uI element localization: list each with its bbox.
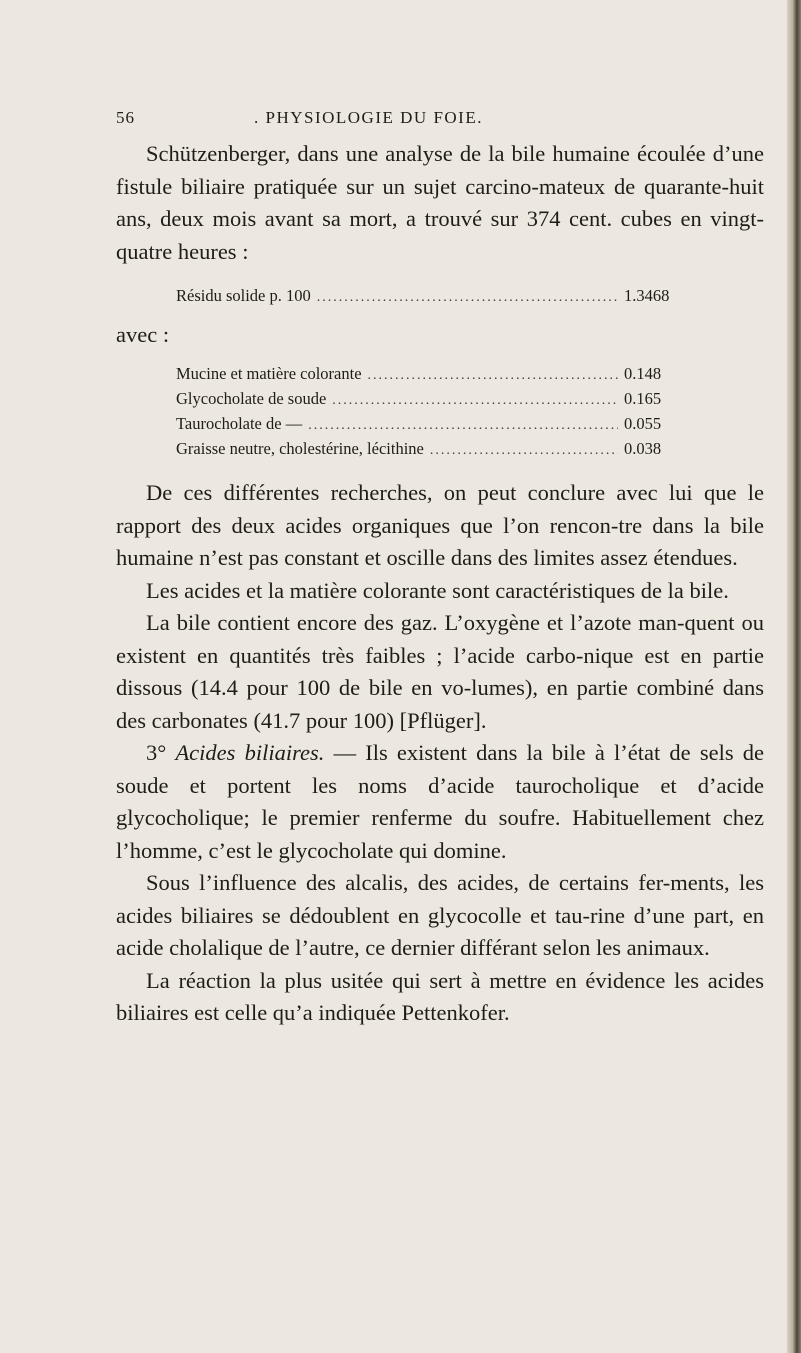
composition-row xyxy=(176,439,684,459)
paragraph-acides-biliaires xyxy=(116,737,764,867)
page-number: 56 xyxy=(116,108,135,127)
residue-value: 1.3468 xyxy=(624,286,670,305)
avec-label: avec : xyxy=(116,322,170,347)
leader-dots xyxy=(332,393,618,409)
leader-dots xyxy=(317,290,618,306)
paragraph-text: — Ils existent dans la bile à l’état de sels de soude et portent les noms d’acide taurocholique et d’acide glycocholique; le premier renferme du soufre. Habituellement chez l’homme, c’est le glycocholate qui domine. xyxy=(116,740,764,863)
composition-row xyxy=(176,364,684,384)
intro-paragraph: Schützenberger, dans une analyse de la bile humaine écoulée d’une fistule biliaire pratiquée sur un sujet carcino-mateux de quarante-huit ans, deux mois avant sa mort, a trouvé sur 374 cent. cubes en vingt-quatre heures : xyxy=(116,141,764,264)
paragraph: Sous l’influence des alcalis, des acides, de certains fer-ments, les acides biliaires se dédoublent en glycocolle et tau-rine d’une part, en acide cholalique de l’autre, ce dernier différant selon les animaux. xyxy=(116,870,764,960)
section-heading: Acides biliaires. xyxy=(175,740,325,765)
main-text xyxy=(116,477,764,1030)
composition-value: 0.148 xyxy=(624,364,662,383)
composition-row xyxy=(176,389,684,409)
header-title: . PHYSIOLOGIE DU FOIE. xyxy=(254,108,483,127)
composition-value: 0.055 xyxy=(624,414,662,433)
residue-line xyxy=(176,286,684,306)
composition-label: Taurocholate de — xyxy=(176,414,303,433)
leader-dots xyxy=(430,443,618,459)
section-number: 3° xyxy=(146,740,176,765)
paragraph: La bile contient encore des gaz. L’oxygène et l’azote man-quent ou existent en quantités très faibles ; l’acide carbo-nique est en partie dissous (14.4 pour 100 de bile en vo-lumes), en partie combiné dans des carbonates (41.7 pour 100) [Pflüger]. xyxy=(116,610,764,733)
paragraph: De ces différentes recherches, on peut conclure avec lui que le rapport des deux acides organiques que l’on rencon-tre dans la bile humaine n’est pas constant et oscille dans des limites assez étendues. xyxy=(116,480,764,570)
leader-dots xyxy=(368,368,618,384)
composition-value: 0.038 xyxy=(624,439,662,458)
leader-dots xyxy=(308,418,618,434)
paragraph: La réaction la plus usitée qui sert à mettre en évidence les acides biliaires est celle qu’a indiquée Pettenkofer. xyxy=(116,967,764,1025)
composition-value: 0.165 xyxy=(624,389,662,408)
running-head xyxy=(116,108,756,134)
composition-row xyxy=(176,414,684,434)
composition-label: Glycocholate de soude xyxy=(176,389,327,408)
residue-label: Résidu solide p. 100 xyxy=(176,286,311,305)
paragraph: Les acides et la matière colorante sont caractéristiques de la bile. xyxy=(146,577,729,603)
book-spine-edge xyxy=(787,0,801,1353)
composition-label: Mucine et matière colorante xyxy=(176,364,362,383)
intro-block xyxy=(116,138,764,268)
composition-label: Graisse neutre, cholestérine, lécithine xyxy=(176,439,424,458)
